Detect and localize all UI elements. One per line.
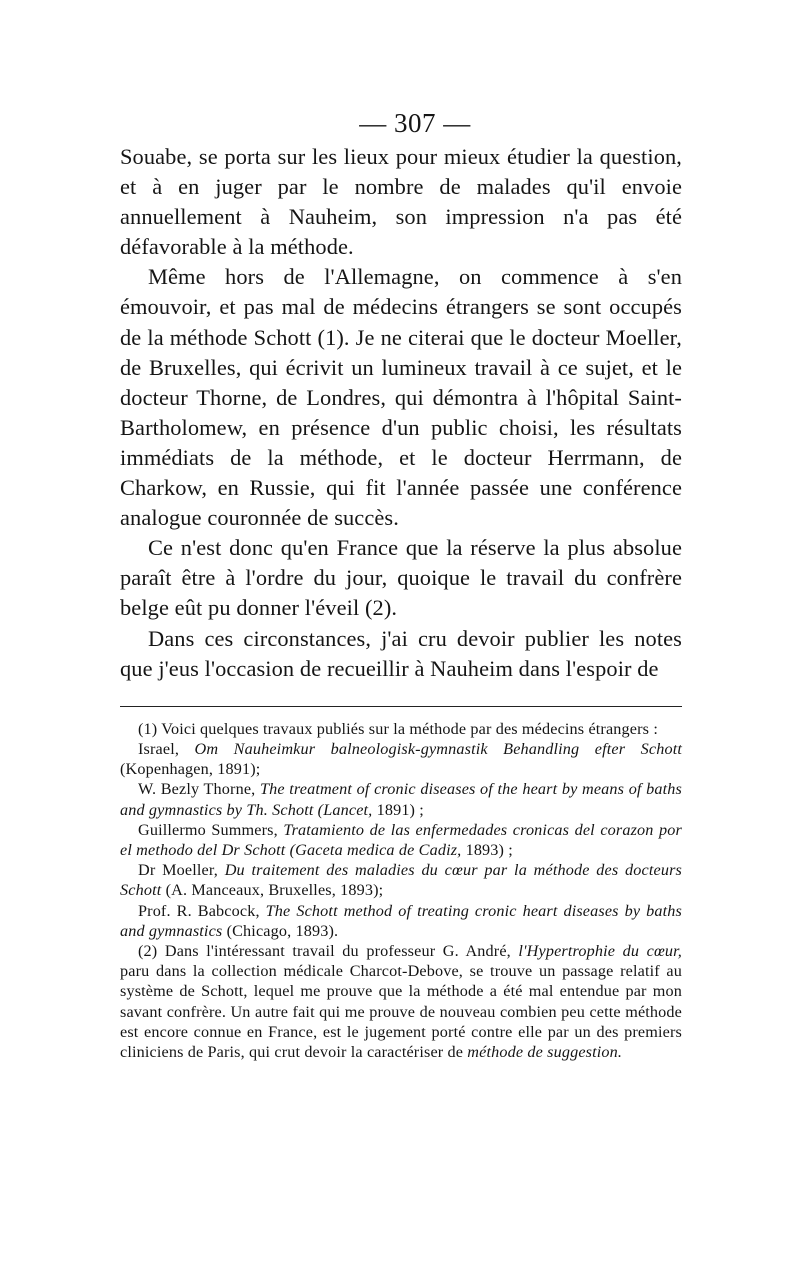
reference-author: Guillermo Summers,: [138, 820, 284, 839]
reference-details: (Kopenhagen, 1891);: [120, 760, 261, 779]
paragraph-4: Dans ces circonstances, j'ai cru devoir publier les notes que j'eus l'occasion de recueillir à Nauheim dans l'espoir de: [120, 625, 682, 681]
reference-israel: [120, 739, 682, 779]
reference-details: 1891) ;: [372, 800, 424, 819]
footnote-1-intro: (1) Voici quelques travaux publiés sur la méthode par des médecins étrangers :: [138, 719, 658, 738]
paragraph-2: Même hors de l'Allemagne, on commence à s'en émouvoir, et pas mal de médecins étrangers se sont occupés de la méthode Schott (1). Je ne citerai que le docteur Moeller, de Bruxelles, qui écrivit un lumineux travail à ce sujet, et le docteur Thorne, de Londres, qui démontra à l'hôpital Saint-Bartholomew, en présence d'un public choisi, les résultats immédiats de la méthode, et le docteur Herrmann, de Charkow, en Russie, qui fit l'année passée une conférence analogue couronnée de succès.: [120, 264, 682, 531]
paragraph-3: Ce n'est donc qu'en France que la réserve la plus absolue paraît être à l'ordre du jour, quoique le travail du confrère belge eût pu donner l'éveil (2).: [120, 535, 682, 621]
main-text: [120, 142, 682, 684]
page-number: — 307 —: [359, 108, 471, 138]
footnote-2-start: (2) Dans l'intéressant travail du professeur G. André,: [138, 941, 519, 960]
reference-title: Du traitement des maladies du cœur par la méthode des docteurs Schott: [120, 861, 683, 900]
reference-details: (A. Manceaux, Bruxelles, 1893);: [161, 881, 384, 900]
footnotes: [120, 719, 682, 1062]
reference-author: W. Bezly Thorne,: [138, 780, 260, 799]
footnote-2-cited-title: l'Hypertrophie du cœur,: [518, 941, 682, 960]
reference-author: Israel,: [138, 739, 195, 758]
footnote-2-body: paru dans la collection médicale Charcot-Debove, se trouve un passage relatif au système de Schott, lequel me prouve que la méthode a été mal entendue par mon savant confrère. Un autre fait qui me prouve de nouveau combien peu cette méthode est encore connue en France, est le jugement porté contre elle par un des premiers cliniciens de Paris, qui crut devoir la caractériser de: [120, 962, 682, 1061]
reference-thorne: [120, 779, 682, 819]
reference-details: 1893) ;: [461, 840, 513, 859]
reference-title: Om Nauheimkur balneologisk-gymnastik Behandling efter Schott: [194, 739, 682, 758]
footnote-divider: [120, 706, 682, 707]
footnote-2: [120, 941, 682, 1062]
reference-title: Tratamiento de las enfermedades cronicas del corazon por el methodo del Dr Schott (Gaceta medica de Cadiz,: [120, 820, 682, 859]
reference-title: The Schott method of treating cronic heart diseases by baths and gymnastics: [120, 901, 682, 940]
reference-details: (Chicago, 1893).: [222, 921, 339, 940]
reference-author: Prof. R. Babcock,: [138, 901, 266, 920]
reference-summers: [120, 820, 682, 860]
reference-babcock: [120, 901, 682, 941]
footnote-2-term: méthode de suggestion.: [467, 1042, 623, 1061]
reference-author: Dr Moeller,: [138, 861, 225, 880]
reference-title: The treatment of cronic diseases of the heart by means of baths and gymnastics by Th. Schott (Lancet,: [120, 780, 682, 819]
book-page: [120, 108, 682, 1062]
reference-moeller: [120, 860, 682, 900]
paragraph-1: Souabe, se porta sur les lieux pour mieux étudier la question, et à en juger par le nombre de malades qu'il envoie annuellement à Nauheim, son impression n'a pas été défavorable à la méthode.: [120, 144, 682, 260]
